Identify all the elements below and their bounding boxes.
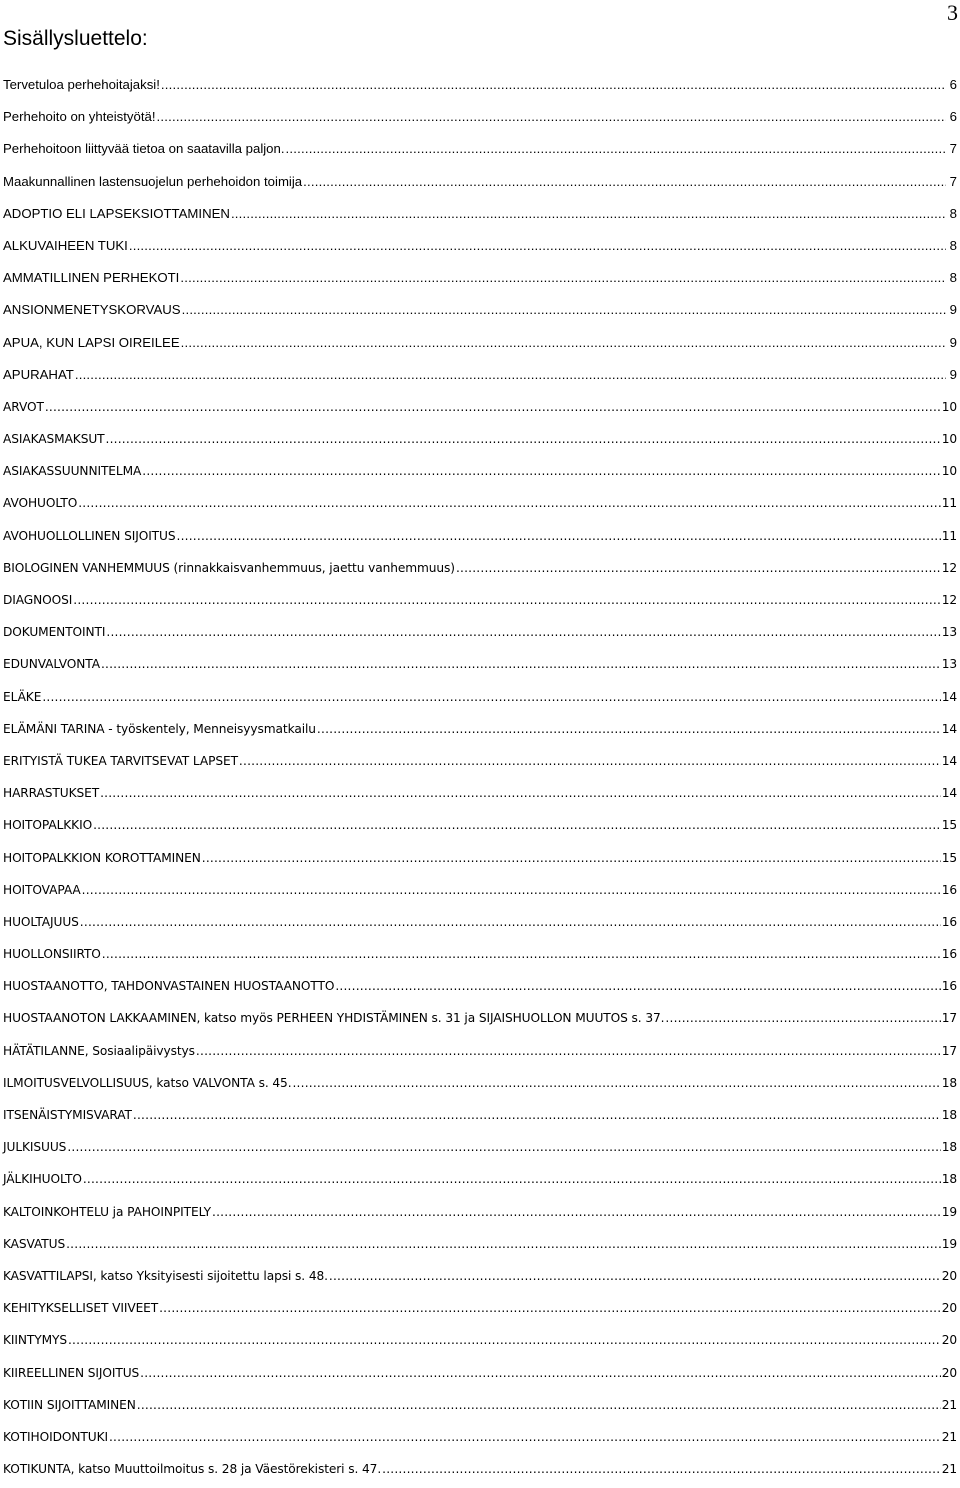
toc-entry-page-number: 13 [941, 625, 957, 640]
toc-entry-page-number: 20 [941, 1333, 957, 1348]
dot-leader [180, 265, 946, 291]
toc-entry-page-number: 21 [941, 1429, 957, 1444]
toc-entry-page-number: 9 [949, 334, 957, 350]
dot-leader [45, 394, 941, 420]
toc-entry[interactable] [3, 587, 957, 619]
toc-entry-label: ARVOT [3, 399, 44, 414]
dot-leader [66, 1231, 941, 1257]
toc-entry-page-number: 10 [941, 399, 957, 414]
toc-entry[interactable] [3, 780, 957, 812]
toc-entry-page-number: 17 [941, 1043, 957, 1058]
toc-entry[interactable] [3, 716, 957, 748]
toc-entry-label: Perhehoito on yhteistyötä! [3, 109, 156, 125]
dot-leader [196, 1038, 941, 1064]
toc-entry-page-number: 9 [949, 302, 957, 318]
toc-entry-page-number: 11 [941, 528, 957, 543]
dot-leader [182, 297, 946, 323]
toc-entry[interactable] [3, 1038, 957, 1070]
toc-entry[interactable] [3, 1360, 957, 1392]
toc-entry-label: EDUNVALVONTA [3, 657, 100, 672]
toc-entry[interactable] [3, 265, 957, 297]
toc-entry[interactable] [3, 812, 957, 844]
toc-entry[interactable] [3, 458, 957, 490]
dot-leader [140, 1360, 941, 1386]
dot-leader [329, 1263, 941, 1289]
dot-leader [93, 812, 941, 838]
toc-entry[interactable] [3, 651, 957, 683]
toc-entry-label: KEHITYKSELLISET VIIVEET [3, 1301, 159, 1316]
page-number: 3 [947, 0, 958, 25]
toc-entry-page-number: 19 [941, 1236, 957, 1251]
dot-leader [161, 72, 946, 98]
toc-entry-page-number: 20 [941, 1365, 957, 1380]
toc-entry-label: HOITOPALKKIO [3, 818, 93, 833]
table-of-contents [3, 72, 957, 1488]
dot-leader [73, 587, 940, 613]
toc-entry-label: ANSIONMENETYSKORVAUS [3, 302, 181, 318]
toc-entry-label: HUOLLONSIIRTO [3, 947, 101, 962]
dot-leader [101, 651, 941, 677]
toc-entry[interactable] [3, 1199, 957, 1231]
toc-entry[interactable] [3, 684, 957, 716]
toc-entry-page-number: 12 [941, 593, 957, 607]
dot-leader [286, 136, 946, 162]
toc-entry[interactable] [3, 877, 957, 909]
toc-entry-page-number: 16 [941, 882, 957, 897]
dot-leader [133, 1102, 941, 1128]
toc-entry[interactable] [3, 1295, 957, 1327]
dot-leader [129, 233, 946, 259]
toc-entry-page-number: 18 [941, 1075, 957, 1090]
toc-entry[interactable] [3, 297, 957, 329]
toc-entry-page-number: 8 [949, 270, 957, 286]
toc-entry-page-number: 10 [941, 464, 957, 479]
toc-entry-label: HUOLTAJUUS [3, 914, 79, 929]
toc-entry-label: ELÄMÄNI TARINA - työskentely, Menneisyysmatkailu [3, 721, 316, 736]
toc-entry-label: ELÄKE [3, 689, 42, 704]
toc-entry[interactable] [3, 233, 957, 265]
dot-leader [75, 362, 946, 388]
toc-entry[interactable] [3, 1263, 957, 1295]
toc-entry-label: ASIAKASSUUNNITELMA [3, 464, 142, 479]
dot-leader [181, 330, 946, 356]
toc-entry-page-number: 6 [949, 109, 957, 125]
dot-leader [292, 1070, 940, 1096]
toc-entry-page-number: 15 [941, 818, 957, 833]
dot-leader [382, 1456, 941, 1482]
dot-leader [137, 1392, 941, 1418]
dot-leader [142, 458, 940, 484]
dot-leader [212, 1199, 941, 1225]
toc-entry-page-number: 6 [949, 77, 957, 92]
toc-entry-label: HUOSTAANOTON LAKKAAMINEN, katso myös PERHEEN YHDISTÄMINEN s. 31 ja SIJAISHUOLLON MUUTOS s. 37. [3, 1011, 665, 1026]
toc-entry[interactable] [3, 523, 957, 555]
toc-title: Sisällysluettelo: [3, 27, 148, 50]
dot-leader [68, 1327, 941, 1353]
toc-entry[interactable] [3, 1070, 957, 1102]
toc-entry-page-number: 10 [941, 432, 957, 447]
toc-entry-page-number: 9 [949, 366, 957, 382]
toc-entry-label: DOKUMENTOINTI [3, 625, 106, 640]
toc-entry-page-number: 8 [949, 237, 957, 253]
dot-leader [231, 201, 946, 227]
toc-entry-label: Tervetuloa perhehoitajaksi! [3, 77, 160, 92]
toc-entry-label: ITSENÄISTYMISVARAT [3, 1108, 132, 1122]
toc-entry-label: AVOHUOLTO [3, 496, 78, 511]
dot-leader [106, 619, 940, 645]
dot-leader [82, 877, 941, 903]
toc-entry-page-number: 19 [941, 1204, 957, 1219]
toc-entry-page-number: 17 [941, 1011, 957, 1026]
toc-entry-page-number: 20 [941, 1301, 957, 1316]
dot-leader [317, 716, 941, 742]
dot-leader [456, 555, 941, 581]
toc-entry-label: ASIAKASMAKSUT [3, 432, 105, 447]
toc-entry[interactable] [3, 1327, 957, 1359]
toc-entry[interactable] [3, 1134, 957, 1166]
toc-entry-page-number: 16 [941, 914, 957, 929]
toc-entry-page-number: 14 [941, 689, 957, 704]
toc-entry[interactable] [3, 362, 957, 394]
toc-entry-label: JULKISUUS [3, 1140, 67, 1155]
dot-leader [159, 1295, 941, 1321]
dot-leader [67, 1134, 940, 1160]
toc-entry[interactable] [3, 845, 957, 877]
toc-entry-page-number: 15 [941, 850, 957, 865]
toc-entry-label: HARRASTUKSET [3, 786, 100, 801]
dot-leader [109, 1424, 941, 1450]
toc-entry-label: AVOHUOLLOLLINEN SIJOITUS [3, 528, 176, 543]
toc-entry-page-number: 12 [941, 560, 957, 575]
dot-leader [106, 426, 941, 452]
toc-entry[interactable] [3, 1392, 957, 1424]
dot-leader [100, 780, 941, 806]
toc-entry[interactable] [3, 426, 957, 458]
toc-entry-label: KASVATTILAPSI, katso Yksityisesti sijoitettu lapsi s. 48. [3, 1268, 328, 1283]
toc-entry[interactable] [3, 104, 957, 136]
toc-entry[interactable] [3, 201, 957, 233]
toc-entry[interactable] [3, 394, 957, 426]
dot-leader [202, 845, 941, 871]
toc-entry-page-number: 20 [941, 1268, 957, 1283]
toc-entry-label: HOITOPALKKION KOROTTAMINEN [3, 850, 201, 865]
dot-leader [157, 104, 947, 130]
toc-entry-page-number: 16 [941, 947, 957, 962]
dot-leader [665, 1005, 940, 1031]
toc-entry-label: KOTIIN SIJOITTAMINEN [3, 1397, 136, 1412]
toc-entry-page-number: 14 [941, 786, 957, 801]
toc-entry[interactable] [3, 1424, 957, 1456]
toc-entry[interactable] [3, 136, 957, 168]
toc-entry-page-number: 7 [949, 173, 957, 189]
dot-leader [83, 1166, 941, 1192]
toc-entry-page-number: 18 [941, 1108, 957, 1122]
toc-entry-label: APURAHAT [3, 366, 74, 382]
toc-entry-label: KASVATUS [3, 1236, 66, 1251]
toc-entry-page-number: 13 [941, 657, 957, 672]
toc-entry[interactable] [3, 169, 957, 201]
toc-entry-page-number: 14 [941, 721, 957, 736]
toc-entry[interactable] [3, 1231, 957, 1263]
toc-entry[interactable] [3, 555, 957, 587]
toc-entry[interactable] [3, 1456, 957, 1488]
toc-entry-label: KIINTYMYS [3, 1333, 67, 1348]
toc-entry-page-number: 8 [949, 205, 957, 221]
toc-entry-label: AMMATILLINEN PERHEKOTI [3, 270, 180, 286]
toc-entry-label: KOTIKUNTA, katso Muuttoilmoitus s. 28 ja Väestörekisteri s. 47. [3, 1462, 382, 1477]
dot-leader [78, 490, 940, 516]
toc-entry-page-number: 11 [941, 496, 957, 511]
toc-entry-label: DIAGNOOSI [3, 593, 73, 607]
toc-entry[interactable] [3, 330, 957, 362]
dot-leader [239, 748, 941, 774]
toc-entry-page-number: 18 [941, 1140, 957, 1155]
dot-leader [42, 684, 940, 710]
toc-entry-label: Maakunnallinen lastensuojelun perhehoidon toimija [3, 173, 303, 189]
toc-entry-label: Perhehoitoon liittyvää tietoa on saatavilla paljon. [3, 141, 285, 157]
dot-leader [102, 941, 941, 967]
toc-entry[interactable] [3, 748, 957, 780]
toc-entry-label: KOTIHOIDONTUKI [3, 1429, 108, 1444]
dot-leader [335, 973, 940, 999]
toc-entry-page-number: 16 [941, 979, 957, 994]
toc-entry[interactable] [3, 490, 957, 522]
toc-entry-label: KIIREELLINEN SIJOITUS [3, 1365, 140, 1380]
toc-entry-page-number: 14 [941, 753, 957, 768]
toc-entry-label: ILMOITUSVELVOLLISUUS, katso VALVONTA s. 45. [3, 1075, 292, 1090]
toc-entry-page-number: 18 [941, 1172, 957, 1187]
toc-entry[interactable] [3, 941, 957, 973]
toc-entry[interactable] [3, 1166, 957, 1198]
toc-entry[interactable] [3, 973, 957, 1005]
dot-leader [80, 909, 941, 935]
toc-entry[interactable] [3, 72, 957, 104]
toc-entry-page-number: 21 [941, 1397, 957, 1412]
toc-entry-label: ADOPTIO ELI LAPSEKSIOTTAMINEN [3, 205, 230, 221]
toc-entry-label: BIOLOGINEN VANHEMMUUS (rinnakkaisvanhemmuus, jaettu vanhemmuus) [3, 560, 455, 575]
toc-entry-label: JÄLKIHUOLTO [3, 1172, 82, 1187]
dot-leader [303, 169, 946, 195]
toc-entry-label: APUA, KUN LAPSI OIREILEE [3, 334, 180, 350]
toc-entry-page-number: 21 [941, 1462, 957, 1477]
toc-entry-page-number: 7 [949, 141, 957, 157]
toc-entry[interactable] [3, 1102, 957, 1134]
toc-entry-label: ERITYISTÄ TUKEA TARVITSEVAT LAPSET [3, 753, 238, 768]
toc-entry[interactable] [3, 619, 957, 651]
toc-entry[interactable] [3, 909, 957, 941]
toc-entry-label: HÄTÄTILANNE, Sosiaalipäivystys [3, 1043, 195, 1058]
toc-entry-label: KALTOINKOHTELU ja PAHOINPITELY [3, 1204, 211, 1219]
toc-entry-label: ALKUVAIHEEN TUKI [3, 237, 128, 253]
toc-entry-label: HOITOVAPAA [3, 882, 81, 897]
dot-leader [177, 523, 941, 549]
toc-entry[interactable] [3, 1005, 957, 1037]
toc-entry-label: HUOSTAANOTTO, TAHDONVASTAINEN HUOSTAANOTTO [3, 979, 335, 994]
